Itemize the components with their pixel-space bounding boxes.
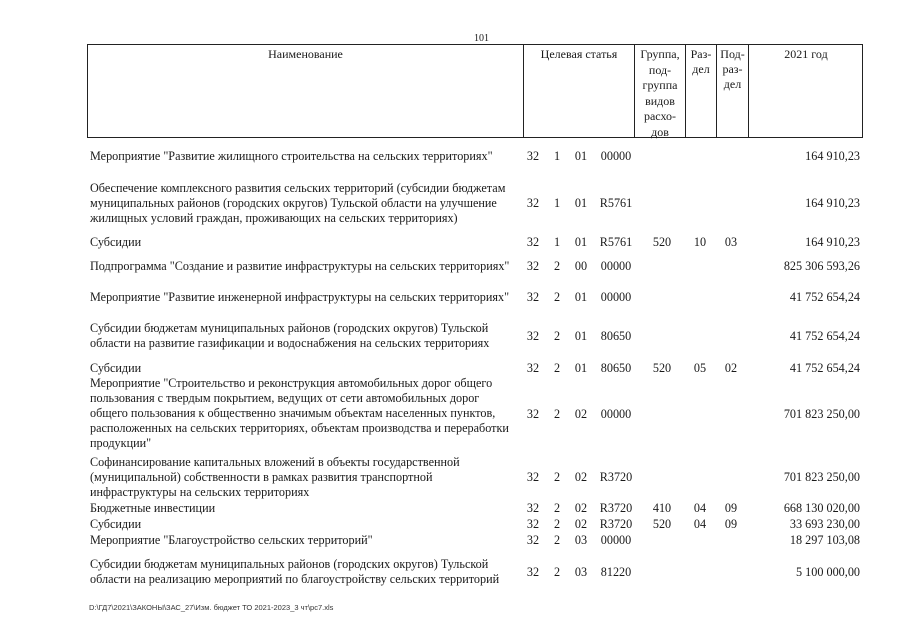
row-code-program: 32 bbox=[526, 290, 540, 304]
row-name: Субсидии bbox=[90, 361, 142, 375]
row-code-program: 32 bbox=[526, 235, 540, 249]
row-code-event: 01 bbox=[574, 235, 588, 249]
row-code-program: 32 bbox=[526, 361, 540, 375]
divider bbox=[634, 45, 635, 137]
row-amount: 41 752 654,24 bbox=[789, 361, 860, 375]
row-section: 05 bbox=[693, 361, 707, 375]
header-subsection: Под- раз- дел bbox=[720, 47, 745, 91]
row-code-event: 02 bbox=[574, 470, 588, 484]
row-section: 10 bbox=[693, 235, 707, 249]
row-code-subprogram: 1 bbox=[553, 235, 561, 249]
row-code-direction: R3720 bbox=[599, 470, 633, 484]
row-code-event: 01 bbox=[574, 361, 588, 375]
row-amount: 33 693 230,00 bbox=[789, 517, 860, 531]
row-subsection: 03 bbox=[724, 235, 738, 249]
row-code-subprogram: 2 bbox=[553, 565, 561, 579]
row-code-event: 01 bbox=[574, 290, 588, 304]
row-code-program: 32 bbox=[526, 149, 540, 163]
row-expense-group: 520 bbox=[652, 361, 672, 375]
row-code-direction: 80650 bbox=[600, 361, 632, 375]
row-code-event: 02 bbox=[574, 501, 588, 515]
row-amount: 825 306 593,26 bbox=[783, 259, 860, 273]
row-name: Субсидии bbox=[90, 235, 142, 249]
file-path-footer: D:\ГД7\2021\ЗАКОНЫ\ЗАС_27\Изм. бюджет ТО 2021-2023_3 чт\рс7.xls bbox=[89, 603, 334, 612]
row-amount: 41 752 654,24 bbox=[789, 290, 860, 304]
row-code-subprogram: 2 bbox=[553, 533, 561, 547]
row-code-program: 32 bbox=[526, 533, 540, 547]
row-code-program: 32 bbox=[526, 565, 540, 579]
row-amount: 18 297 103,08 bbox=[789, 533, 860, 547]
table-header bbox=[87, 44, 863, 138]
row-amount: 701 823 250,00 bbox=[783, 470, 860, 484]
header-year: 2021 год bbox=[784, 47, 828, 61]
row-code-program: 32 bbox=[526, 470, 540, 484]
header-name: Наименование bbox=[268, 47, 343, 61]
row-code-event: 01 bbox=[574, 149, 588, 163]
row-name: Субсидии бюджетам муниципальных районов (городских округов) Тульской области на реализацию мероприятий по благоустройству сельских территорий bbox=[90, 557, 500, 586]
row-code-program: 32 bbox=[526, 259, 540, 273]
row-code-subprogram: 2 bbox=[553, 361, 561, 375]
row-code-direction: 00000 bbox=[600, 407, 632, 421]
row-code-program: 32 bbox=[526, 329, 540, 343]
row-code-event: 01 bbox=[574, 329, 588, 343]
row-code-program: 32 bbox=[526, 517, 540, 531]
row-code-subprogram: 1 bbox=[553, 196, 561, 210]
header-group: Группа, под- группа видов расхо- дов bbox=[640, 47, 680, 139]
row-code-direction: R3720 bbox=[599, 501, 633, 515]
row-code-event: 00 bbox=[574, 259, 588, 273]
row-subsection: 09 bbox=[724, 501, 738, 515]
row-name: Бюджетные инвестиции bbox=[90, 501, 216, 515]
row-code-program: 32 bbox=[526, 196, 540, 210]
row-code-subprogram: 2 bbox=[553, 259, 561, 273]
row-code-direction: 80650 bbox=[600, 329, 632, 343]
header-target: Целевая статья bbox=[540, 47, 618, 61]
row-code-direction: R3720 bbox=[599, 517, 633, 531]
row-code-event: 03 bbox=[574, 533, 588, 547]
row-expense-group: 520 bbox=[652, 235, 672, 249]
row-amount: 164 910,23 bbox=[805, 235, 860, 249]
row-code-direction: R5761 bbox=[599, 196, 633, 210]
row-name: Обеспечение комплексного развития сельских территорий (субсидии бюджетам муниципальных районов (городских округов) Тульской области на улучшение жилищных условий граждан, проживающих на сельских территориях) bbox=[90, 181, 506, 225]
row-code-direction: 00000 bbox=[600, 290, 632, 304]
row-section: 04 bbox=[693, 517, 707, 531]
row-code-direction: 00000 bbox=[600, 149, 632, 163]
row-code-event: 02 bbox=[574, 517, 588, 531]
row-name: Мероприятие "Строительство и реконструкция автомобильных дорог общего пользования с твердым покрытием, ведущих от сети автомобильных дорог общего пользования к общественно значимым объектам населенных пунктов, расположенных на сельских территориях, объектам производства и переработки продукции" bbox=[90, 376, 509, 450]
row-code-event: 03 bbox=[574, 565, 588, 579]
row-code-program: 32 bbox=[526, 407, 540, 421]
header-section: Раз- дел bbox=[690, 47, 712, 76]
row-amount: 164 910,23 bbox=[805, 149, 860, 163]
row-expense-group: 520 bbox=[652, 517, 672, 531]
row-name: Софинансирование капитальных вложений в объекты государственной (муниципальной) собственности в рамках развития транспортной инфраструктуры на сельских территориях bbox=[90, 455, 460, 499]
row-code-direction: 00000 bbox=[600, 259, 632, 273]
row-code-subprogram: 1 bbox=[553, 149, 561, 163]
row-code-subprogram: 2 bbox=[553, 407, 561, 421]
row-code-subprogram: 2 bbox=[553, 329, 561, 343]
row-amount: 41 752 654,24 bbox=[789, 329, 860, 343]
row-code-direction: 00000 bbox=[600, 533, 632, 547]
row-code-event: 01 bbox=[574, 196, 588, 210]
row-amount: 5 100 000,00 bbox=[796, 565, 860, 579]
row-name: Мероприятие "Благоустройство сельских территорий" bbox=[90, 533, 373, 547]
page-number: 101 bbox=[474, 33, 489, 44]
row-code-subprogram: 2 bbox=[553, 501, 561, 515]
row-subsection: 09 bbox=[724, 517, 738, 531]
row-code-event: 02 bbox=[574, 407, 588, 421]
row-name: Мероприятие "Развитие инженерной инфраструктуры на сельских территориях" bbox=[90, 290, 510, 304]
row-amount: 701 823 250,00 bbox=[783, 407, 860, 421]
row-subsection: 02 bbox=[724, 361, 738, 375]
row-amount: 668 130 020,00 bbox=[783, 501, 860, 515]
row-expense-group: 410 bbox=[652, 501, 672, 515]
row-name: Субсидии bbox=[90, 517, 142, 531]
row-name: Мероприятие "Развитие жилищного строительства на сельских территориях" bbox=[90, 149, 493, 163]
row-name: Субсидии бюджетам муниципальных районов (городских округов) Тульской области на развитие газификации и водоснабжения на сельских территориях bbox=[90, 321, 490, 350]
row-code-direction: R5761 bbox=[599, 235, 633, 249]
row-name: Подпрограмма "Создание и развитие инфраструктуры на сельских территориях" bbox=[90, 259, 510, 273]
row-code-subprogram: 2 bbox=[553, 517, 561, 531]
row-code-program: 32 bbox=[526, 501, 540, 515]
row-code-subprogram: 2 bbox=[553, 290, 561, 304]
row-code-subprogram: 2 bbox=[553, 470, 561, 484]
row-code-direction: 81220 bbox=[600, 565, 632, 579]
row-section: 04 bbox=[693, 501, 707, 515]
row-amount: 164 910,23 bbox=[805, 196, 860, 210]
